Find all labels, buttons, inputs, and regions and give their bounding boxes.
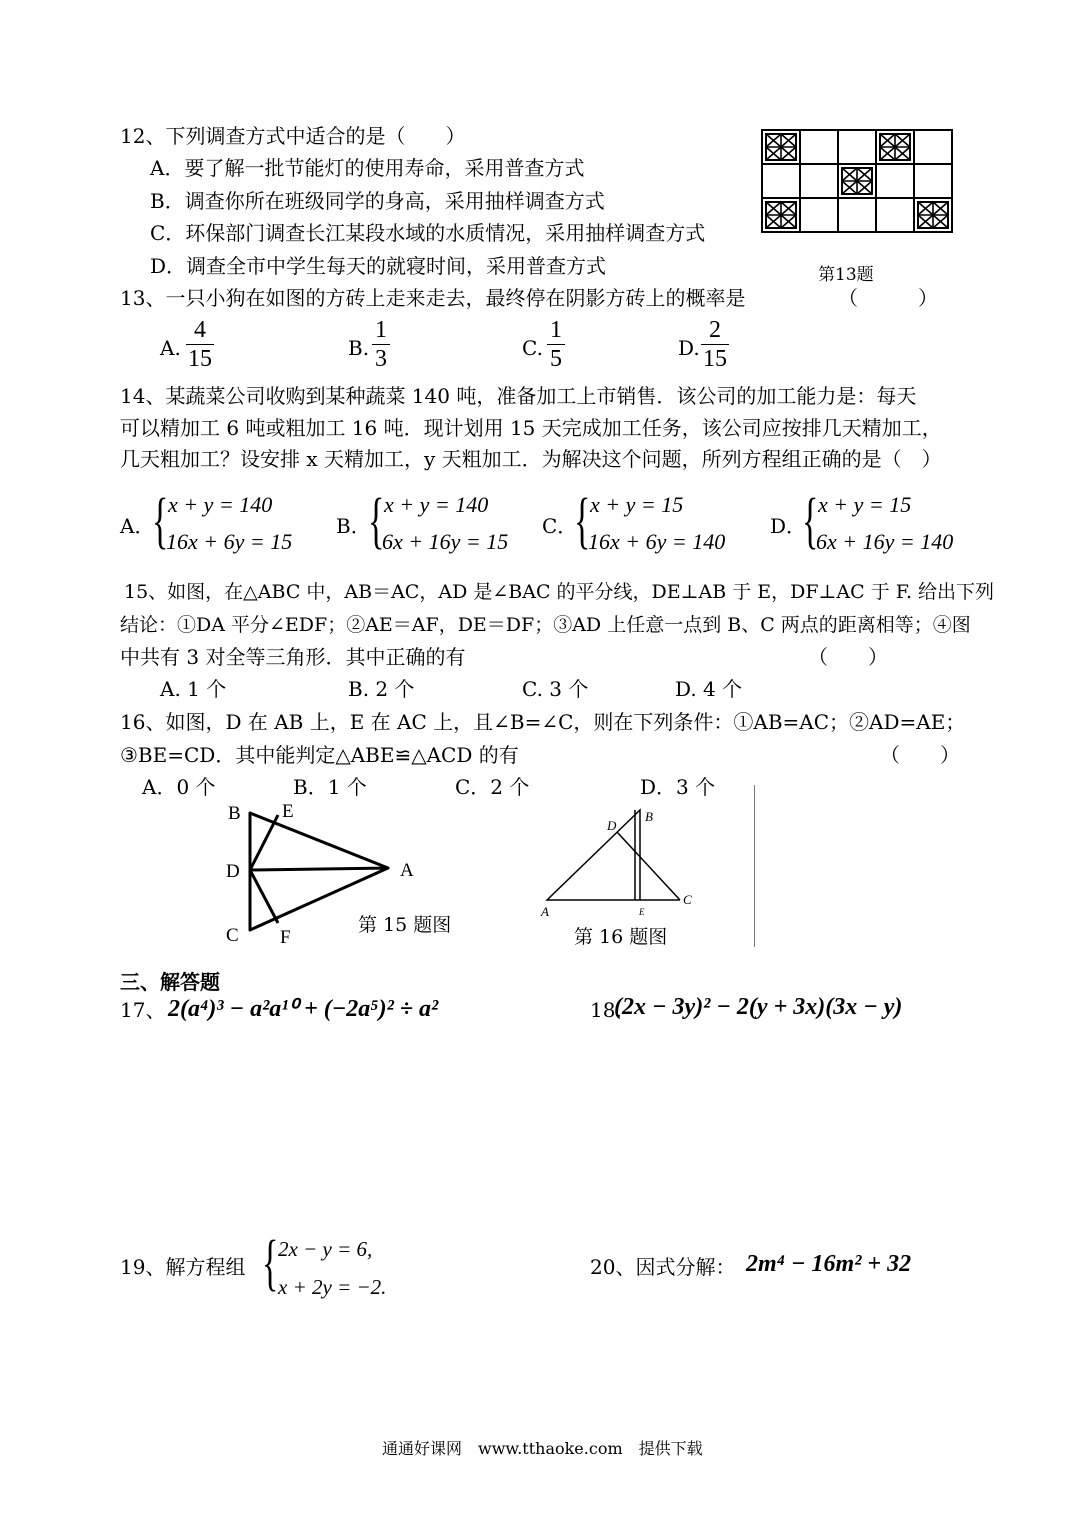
q18-expression: (2x − 3y)² − 2(y + 3x)(3x − y): [614, 994, 903, 1020]
q16-option-d: D．3 个: [640, 775, 716, 799]
q15-option-c: C. 3 个: [522, 677, 589, 701]
q15-line-3: 中共有 3 对全等三角形．其中正确的有: [120, 645, 466, 669]
fraction-numerator: 2: [709, 317, 721, 343]
shaded-tile: [880, 134, 910, 160]
footer-text: 通通好课网 www.tthaoke.com 提供下载: [382, 1439, 703, 1458]
q13-option-d-label: D.: [678, 336, 700, 360]
q14-line-1: 14、某蔬菜公司收购到某种蔬菜 140 吨，准备加工上市销售．该公司的加工能力是：每天: [120, 384, 917, 408]
shaded-tile: [766, 134, 796, 160]
fraction-denominator: 15: [703, 346, 727, 372]
q14-option-a-brace: {: [152, 487, 169, 555]
fig16-triangle-diagram: [535, 805, 705, 920]
q15-option-d: D. 4 个: [675, 677, 743, 701]
q19-eq1: 2x − y = 6,: [278, 1237, 373, 1261]
q19-brace: {: [262, 1229, 279, 1297]
fig16-label-b: B: [645, 809, 653, 824]
fig15-label-e: E: [282, 801, 294, 822]
q14-line-3: 几天粗加工？设安排 x 天精加工，y 天粗加工．为解决这个问题，所列方程组正确的是（ ）: [120, 447, 942, 471]
q18-number: 18.: [590, 998, 622, 1022]
fig13-caption: 第13题: [818, 265, 874, 285]
q14-option-b-eq2: 6x + 16y = 15: [382, 529, 509, 554]
q14-option-c-eq1: x + y = 15: [590, 492, 684, 517]
q13-option-d-fraction: [699, 316, 731, 373]
q16-line-2: ③BE=CD．其中能判定△ABE≌△ACD 的有: [120, 743, 519, 767]
fig16-label-e: E: [639, 907, 645, 917]
q15-paren: （ ）: [808, 645, 888, 669]
q16-paren: （ ）: [880, 743, 960, 767]
q14-option-d-label: D．: [770, 514, 807, 538]
fraction-denominator: 15: [188, 346, 212, 372]
shaded-tile: [766, 202, 796, 228]
q14-option-c-label: C．: [542, 514, 578, 538]
q13-option-c-label: C.: [522, 336, 543, 360]
fraction-denominator: 5: [550, 346, 562, 372]
q14-option-b-label: B．: [336, 514, 371, 538]
section-title: 三、解答题: [120, 970, 220, 994]
q14-option-c-eq2: 16x + 6y = 140: [588, 529, 726, 554]
q14-option-a-eq1: x + y = 140: [168, 492, 273, 517]
fig15-label-a: A: [400, 860, 414, 881]
shaded-tile: [918, 202, 948, 228]
fig15-label-b: B: [228, 803, 241, 824]
q12-option-b: B．调查你所在班级同学的身高，采用抽样调查方式: [150, 189, 605, 213]
shaded-tile: [842, 168, 872, 194]
q13-stem: 13、一只小狗在如图的方砖上走来走去，最终停在阴影方砖上的概率是: [120, 286, 746, 310]
q14-option-c-brace: {: [574, 487, 591, 555]
fig16-caption: 第 16 题图: [574, 926, 668, 948]
q13-option-b-fraction: [370, 316, 392, 373]
q13-paren: （ ）: [838, 286, 938, 310]
q20-label: 20、因式分解：: [590, 1255, 736, 1279]
fraction-denominator: 3: [375, 346, 387, 372]
q16-line-1: 16、如图，D 在 AB 上，E 在 AC 上，且∠B=∠C，则在下列条件：①AB=AC；②AD=AE；: [120, 710, 966, 734]
q14-option-b-eq1: x + y = 140: [384, 492, 489, 517]
q15-option-a: A. 1 个: [160, 677, 227, 701]
fig16-label-a: A: [541, 904, 549, 919]
fig15-label-c: C: [226, 925, 239, 946]
q12-option-d: D．调查全市中学生每天的就寝时间，采用普查方式: [150, 254, 607, 278]
q12-option-c: C．环保部门调查长江某段水域的水质情况，采用抽样调查方式: [150, 221, 706, 245]
q14-option-a-eq2: 16x + 6y = 15: [166, 529, 293, 554]
fig15-caption: 第 15 题图: [358, 914, 452, 936]
q19-eq2: x + 2y = −2.: [278, 1275, 387, 1299]
q14-line-2: 可以精加工 6 吨或粗加工 16 吨．现计划用 15 天完成加工任务，该公司应按排几天精加工，: [120, 416, 942, 440]
q17-number: 17、: [120, 998, 166, 1022]
q12-stem: 12、下列调查方式中适合的是（ ）: [120, 124, 466, 148]
q13-option-a-label: A.: [160, 336, 181, 360]
fraction-numerator: 1: [375, 317, 387, 343]
q14-option-d-eq2: 6x + 16y = 140: [816, 529, 954, 554]
q13-option-b-label: B.: [348, 336, 370, 360]
q15-option-b: B. 2 个: [348, 677, 415, 701]
fig15-label-d: D: [226, 861, 240, 882]
fig15-label-f: F: [280, 927, 291, 948]
fraction-numerator: 4: [194, 317, 206, 343]
q14-option-b-brace: {: [368, 487, 385, 555]
q13-option-c-fraction: [545, 316, 567, 373]
fig16-label-c: C: [683, 892, 692, 907]
q14-option-a-label: A．: [120, 514, 155, 538]
q19-label: 19、解方程组: [120, 1255, 246, 1279]
q20-expression: 2m⁴ − 16m² + 32: [746, 1251, 912, 1277]
fig13-tile-grid: [760, 128, 954, 234]
fig16-label-d: D: [607, 818, 617, 833]
q15-line-2: 结论：①DA 平分∠EDF；②AE＝AF，DE＝DF；③AD 上任意一点到 B、C 两点的距离相等；④图: [120, 614, 971, 636]
q14-option-d-eq1: x + y = 15: [818, 492, 912, 517]
divider-line: [754, 785, 755, 947]
q16-option-c: C．2 个: [455, 775, 530, 799]
q17-expression: 2(a⁴)³ − a²a¹⁰ + (−2a⁵)² ÷ a²: [168, 996, 439, 1022]
q13-option-a-fraction: [184, 316, 216, 373]
q16-option-b: B．1 个: [293, 775, 367, 799]
q16-option-a: A．0 个: [142, 775, 216, 799]
q14-option-d-brace: {: [802, 487, 819, 555]
fraction-numerator: 1: [550, 317, 562, 343]
q15-line-1: 15、如图，在△ABC 中，AB＝AC，AD 是∠BAC 的平分线，DE⊥AB 于 E，DF⊥AC 于 F. 给出下列: [124, 581, 995, 603]
q12-option-a: A．要了解一批节能灯的使用寿命，采用普查方式: [150, 156, 585, 180]
